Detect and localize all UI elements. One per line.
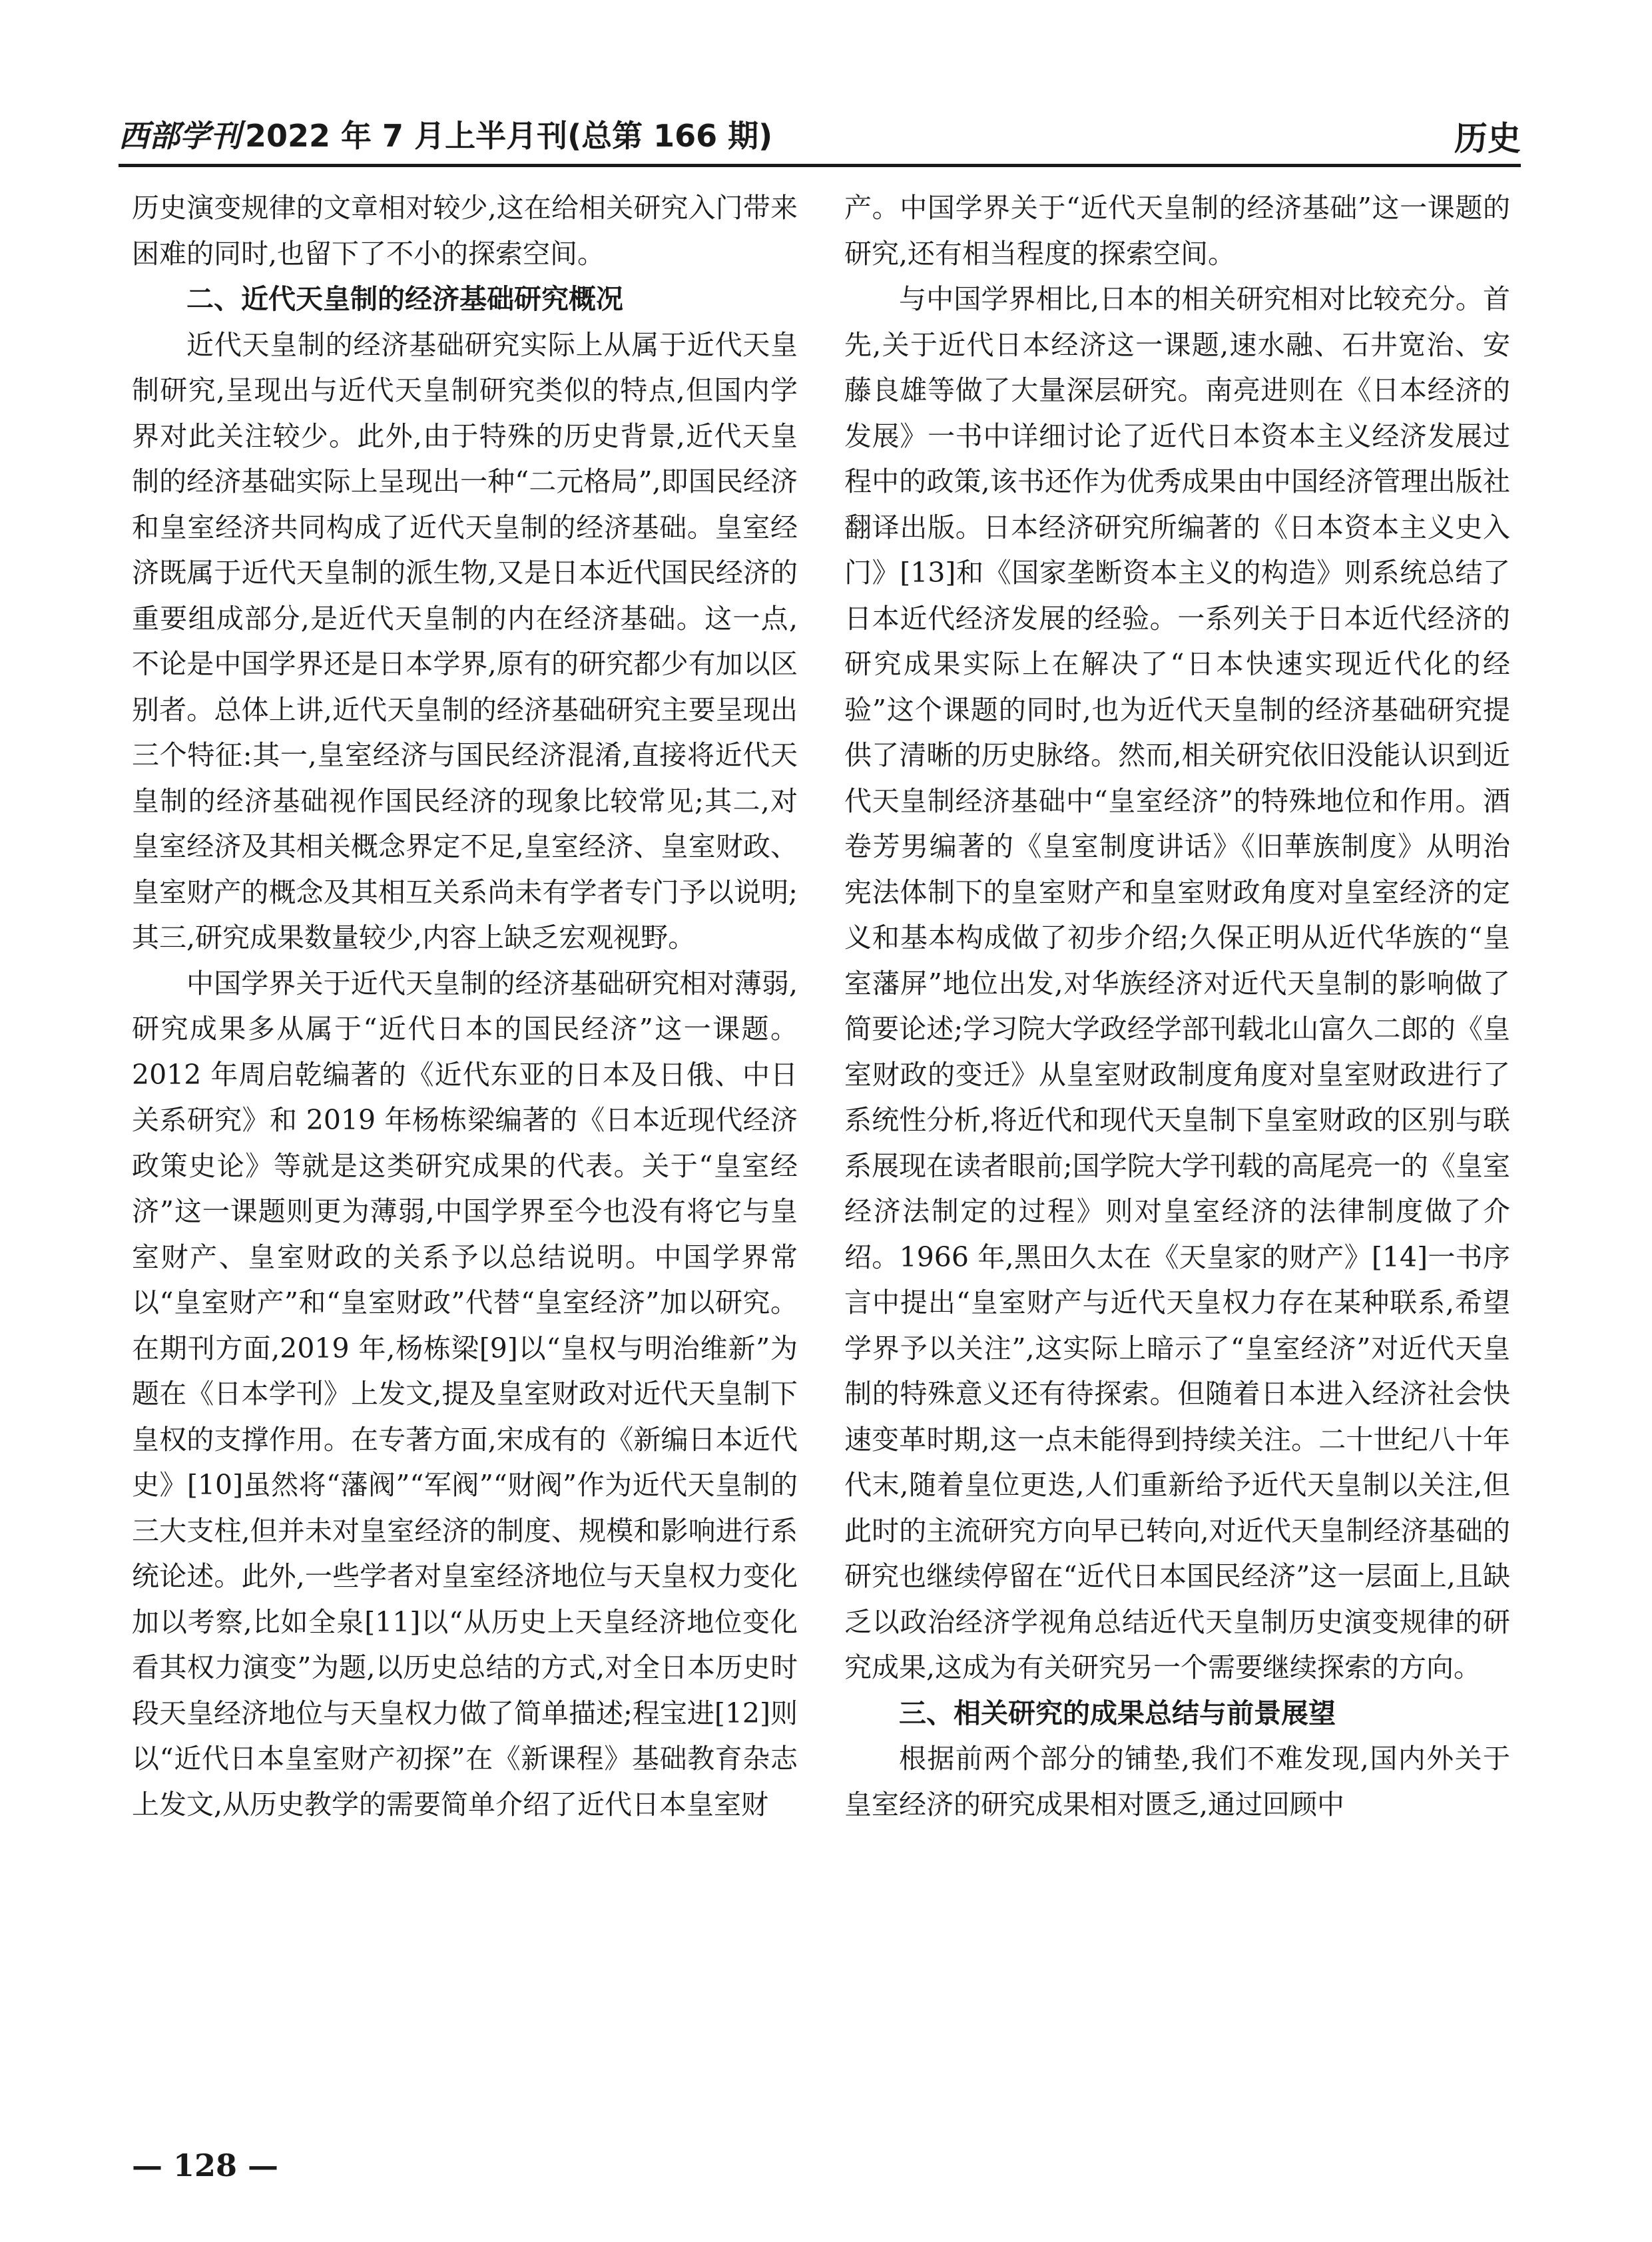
- section-heading-3: 三、相关研究的成果总结与前景展望: [899, 1697, 1336, 1729]
- header-journal-issue: [119, 112, 772, 156]
- left-paragraph-2: 中国学界关于近代天皇制的经济基础研究相对薄弱,研究成果多从属于“近代日本的国民经济”这一课题。2012 年周启乾编著的《近代东亚的日本及日俄、中日关系研究》和 2019 年杨栋梁编著的《日本近现代经济政策史论》等就是这类研究成果的代表。关于“皇室经济”这一课题则更为薄弱,中国学界至今也没有将它与皇室财产、皇室财政的关系予以总结说明。中国学界常以“皇室财产”和“皇室财政”代替“皇室经济”加以研究。在期刊方面,2019 年,杨栋梁[9]以“皇权与明治维新”为题在《日本学刊》上发文,提及皇室财政对近代天皇制下皇权的支撑作用。在专著方面,宋成有的《新编日本近代史》[10]虽然将“藩阀”“军阀”“财阀”作为近代天皇制的三大支柱,但并未对皇室经济的制度、规模和影响进行系统论述。此外,一些学者对皇室经济地位与天皇权力变化加以考察,比如全泉[11]以“从历史上天皇经济地位变化看其权力演变”为题,以历史总结的方式,对全日本历史时段天皇经济地位与天皇权力做了简单描述;程宝进[12]则以“近代日本皇室财产初探”在《新课程》基础教育杂志上发文,从历史教学的需要简单介绍了近代日本皇室财: [132, 967, 798, 1821]
- left-paragraph-continued: 历史演变规律的文章相对较少,这在给相关研究入门带来困难的同时,也留下了不小的探索空间。: [132, 192, 798, 270]
- left-paragraph-1: 近代天皇制的经济基础研究实际上从属于近代天皇制研究,呈现出与近代天皇制研究类似的特点,但国内学界对此关注较少。此外,由于特殊的历史背景,近代天皇制的经济基础实际上呈现出一种“二元格局”,即国民经济和皇室经济共同构成了近代天皇制的经济基础。皇室经济既属于近代天皇制的派生物,又是日本近代国民经济的重要组成部分,是近代天皇制的内在经济基础。这一点,不论是中国学界还是日本学界,原有的研究都少有加以区别者。总体上讲,近代天皇制的经济基础研究主要呈现出三个特征:其一,皇室经济与国民经济混淆,直接将近代天皇制的经济基础视作国民经济的现象比较常见;其二,对皇室经济及其相关概念界定不足,皇室经济、皇室财政、皇室财产的概念及其相互关系尚未有学者专门予以说明;其三,研究成果数量较少,内容上缺乏宏观视野。: [132, 328, 798, 954]
- right-paragraph-2: 根据前两个部分的铺垫,我们不难发现,国内外关于皇室经济的研究成果相对匮乏,通过回顾中: [844, 1743, 1510, 1821]
- right-paragraph-continued: 产。中国学界关于“近代天皇制的经济基础”这一课题的研究,还有相当程度的探索空间。: [844, 192, 1510, 270]
- section-label: 历史: [1454, 119, 1521, 158]
- running-header: [119, 100, 1521, 173]
- section-heading-2: 二、近代天皇制的经济基础研究概况: [186, 283, 623, 315]
- issue-label: 2022 年 7 月上半月刊(总第 166 期): [245, 118, 773, 154]
- page-number: — 128 —: [132, 2147, 279, 2183]
- right-paragraph-1: 与中国学界相比,日本的相关研究相对比较充分。首先,关于近代日本经济这一课题,速水融、石井宽治、安藤良雄等做了大量深层研究。南亮进则在《日本经济的发展》一书中详细讨论了近代日本资本主义经济发展过程中的政策,该书还作为优秀成果由中国经济管理出版社翻译出版。日本经济研究所编著的《日本资本主义史入门》[13]和《国家垄断资本主义的构造》则系统总结了日本近代经济发展的经验。一系列关于日本近代经济的研究成果实际上在解决了“日本快速实现近代化的经验”这个课题的同时,也为近代天皇制的经济基础研究提供了清晰的历史脉络。然而,相关研究依旧没能认识到近代天皇制经济基础中“皇室经济”的特殊地位和作用。酒卷芳男编著的《皇室制度讲话》《旧華族制度》从明治宪法体制下的皇室财产和皇室财政角度对皇室经济的定义和基本构成做了初步介绍;久保正明从近代华族的“皇室藩屏”地位出发,对华族经济对近代天皇制的影响做了简要论述;学习院大学政经学部刊载北山富久二郎的《皇室财政的变迁》从皇室财政制度角度对皇室财政进行了系统性分析,将近代和现代天皇制下皇室财政的区别与联系展现在读者眼前;国学院大学刊载的高尾亮一的《皇室经济法制定的过程》则对皇室经济的法律制度做了介绍。1966 年,黑田久太在《天皇家的财产》[14]一书序言中提出“皇室财产与近代天皇权力存在某种联系,希望学界予以关注”,这实际上暗示了“皇室经济”对近代天皇制的特殊意义还有待探索。但随着日本进入经济社会快速变革时期,这一点未能得到持续关注。二十世纪八十年代末,随着皇位更迭,人们重新给予近代天皇制以关注,但此时的主流研究方向早已转向,对近代天皇制经济基础的研究也继续停留在“近代日本国民经济”这一层面上,且缺乏以政治经济学视角总结近代天皇制历史演变规律的研究成果,这成为有关研究另一个需要继续探索的方向。: [844, 283, 1510, 1683]
- left-column: [132, 185, 798, 1827]
- right-column: [844, 185, 1510, 1827]
- journal-logo: 西部学刊: [119, 118, 241, 154]
- header-rule: [119, 164, 1521, 167]
